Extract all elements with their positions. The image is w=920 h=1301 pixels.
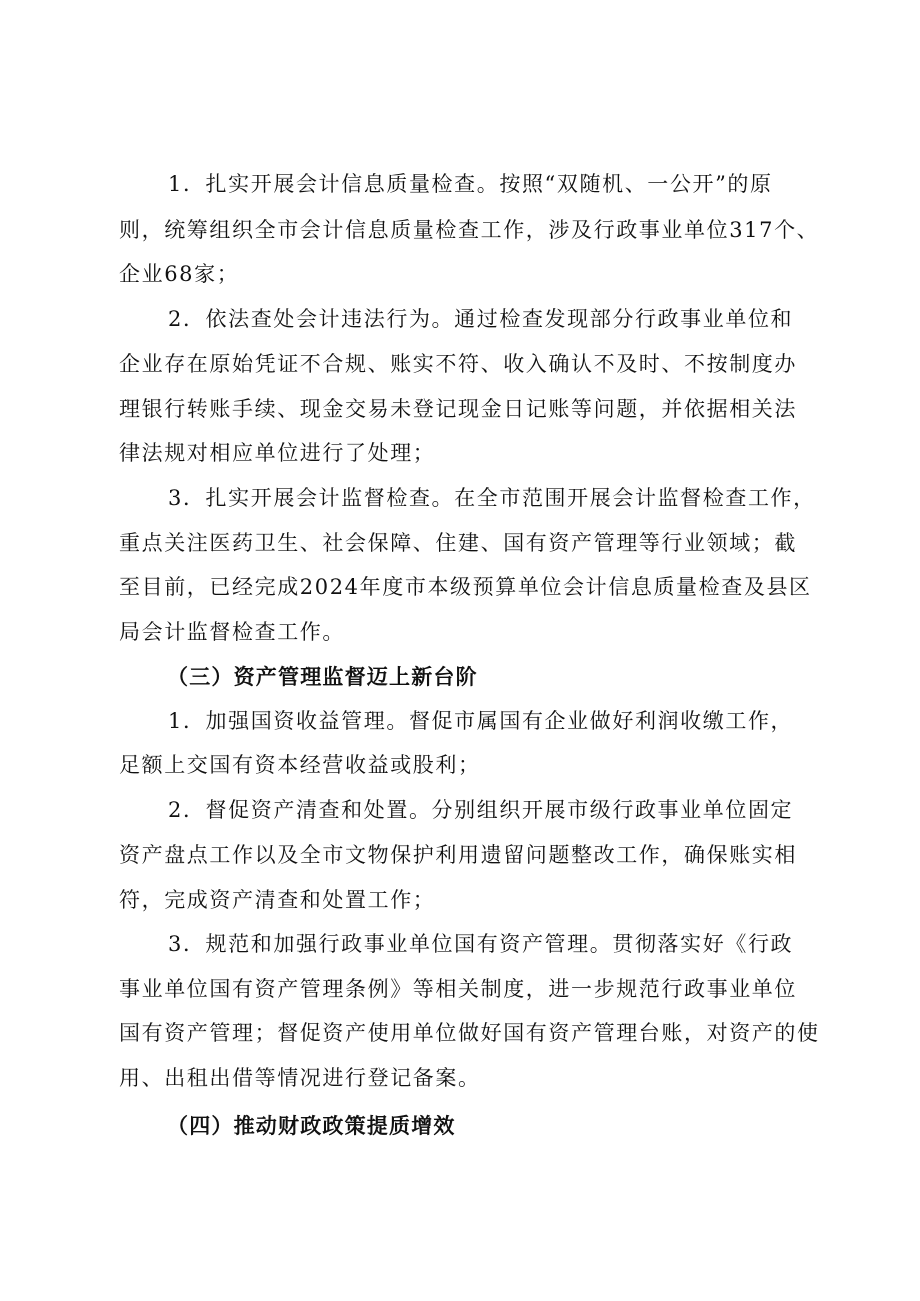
paragraph-4-line-2: 足额上交国有资本经营收益或股利； <box>119 753 481 777</box>
paragraph-6-line-3: 国有资产管理；督促资产使用单位做好国有资产管理台账，对资产的使 <box>119 1021 820 1045</box>
section-heading-4: （四）推动财政政策提质增效 <box>167 1114 456 1138</box>
paragraph-2-line-4: 律法规对相应单位进行了处理； <box>119 441 436 465</box>
paragraph-1-line-2: 则，统筹组织全市会计信息质量检查工作，涉及行政事业单位317个、 <box>119 218 820 242</box>
paragraph-2-line-3: 理银行转账手续、现金交易未登记现金日记账等问题，并依据相关法 <box>119 397 797 421</box>
paragraph-5-line-1: 2．督促资产清查和处置。分别组织开展市级行政事业单位固定 <box>168 798 794 822</box>
paragraph-5-line-2: 资产盘点工作以及全市文物保护利用遗留问题整改工作，确保账实相 <box>119 843 797 867</box>
paragraph-4-line-1: 1．加强国资收益管理。督促市属国有企业做好利润收缴工作， <box>168 709 794 733</box>
paragraph-2-line-2: 企业存在原始凭证不合规、账实不符、收入确认不及时、不按制度办 <box>119 352 797 376</box>
paragraph-2-line-1: 2．依法查处会计违法行为。通过检查发现部分行政事业单位和 <box>168 307 794 331</box>
paragraph-1-line-3: 企业68家； <box>119 262 240 286</box>
paragraph-6-line-1: 3．规范和加强行政事业单位国有资产管理。贯彻落实好《行政 <box>168 932 794 956</box>
paragraph-6-line-4: 用、出租出借等情况进行登记备案。 <box>119 1066 481 1090</box>
paragraph-1-line-1: 1．扎实开展会计信息质量检查。按照“双随机、一公开”的原 <box>168 172 773 196</box>
paragraph-3-line-2: 重点关注医药卫生、社会保障、住建、国有资产管理等行业领域；截 <box>119 531 797 555</box>
paragraph-3-line-1: 3．扎实开展会计监督检查。在全市范围开展会计监督检查工作， <box>168 486 816 510</box>
paragraph-5-line-3: 符，完成资产清查和处置工作； <box>119 888 436 912</box>
section-heading-3: （三）资产管理监督迈上新台阶 <box>167 665 478 689</box>
paragraph-6-line-2: 事业单位国有资产管理条例》等相关制度，进一步规范行政事业单位 <box>119 977 797 1001</box>
paragraph-3-line-3: 至目前，已经完成2024年度市本级预算单位会计信息质量检查及县区 <box>119 575 812 599</box>
paragraph-3-line-4: 局会计监督检查工作。 <box>119 620 345 644</box>
